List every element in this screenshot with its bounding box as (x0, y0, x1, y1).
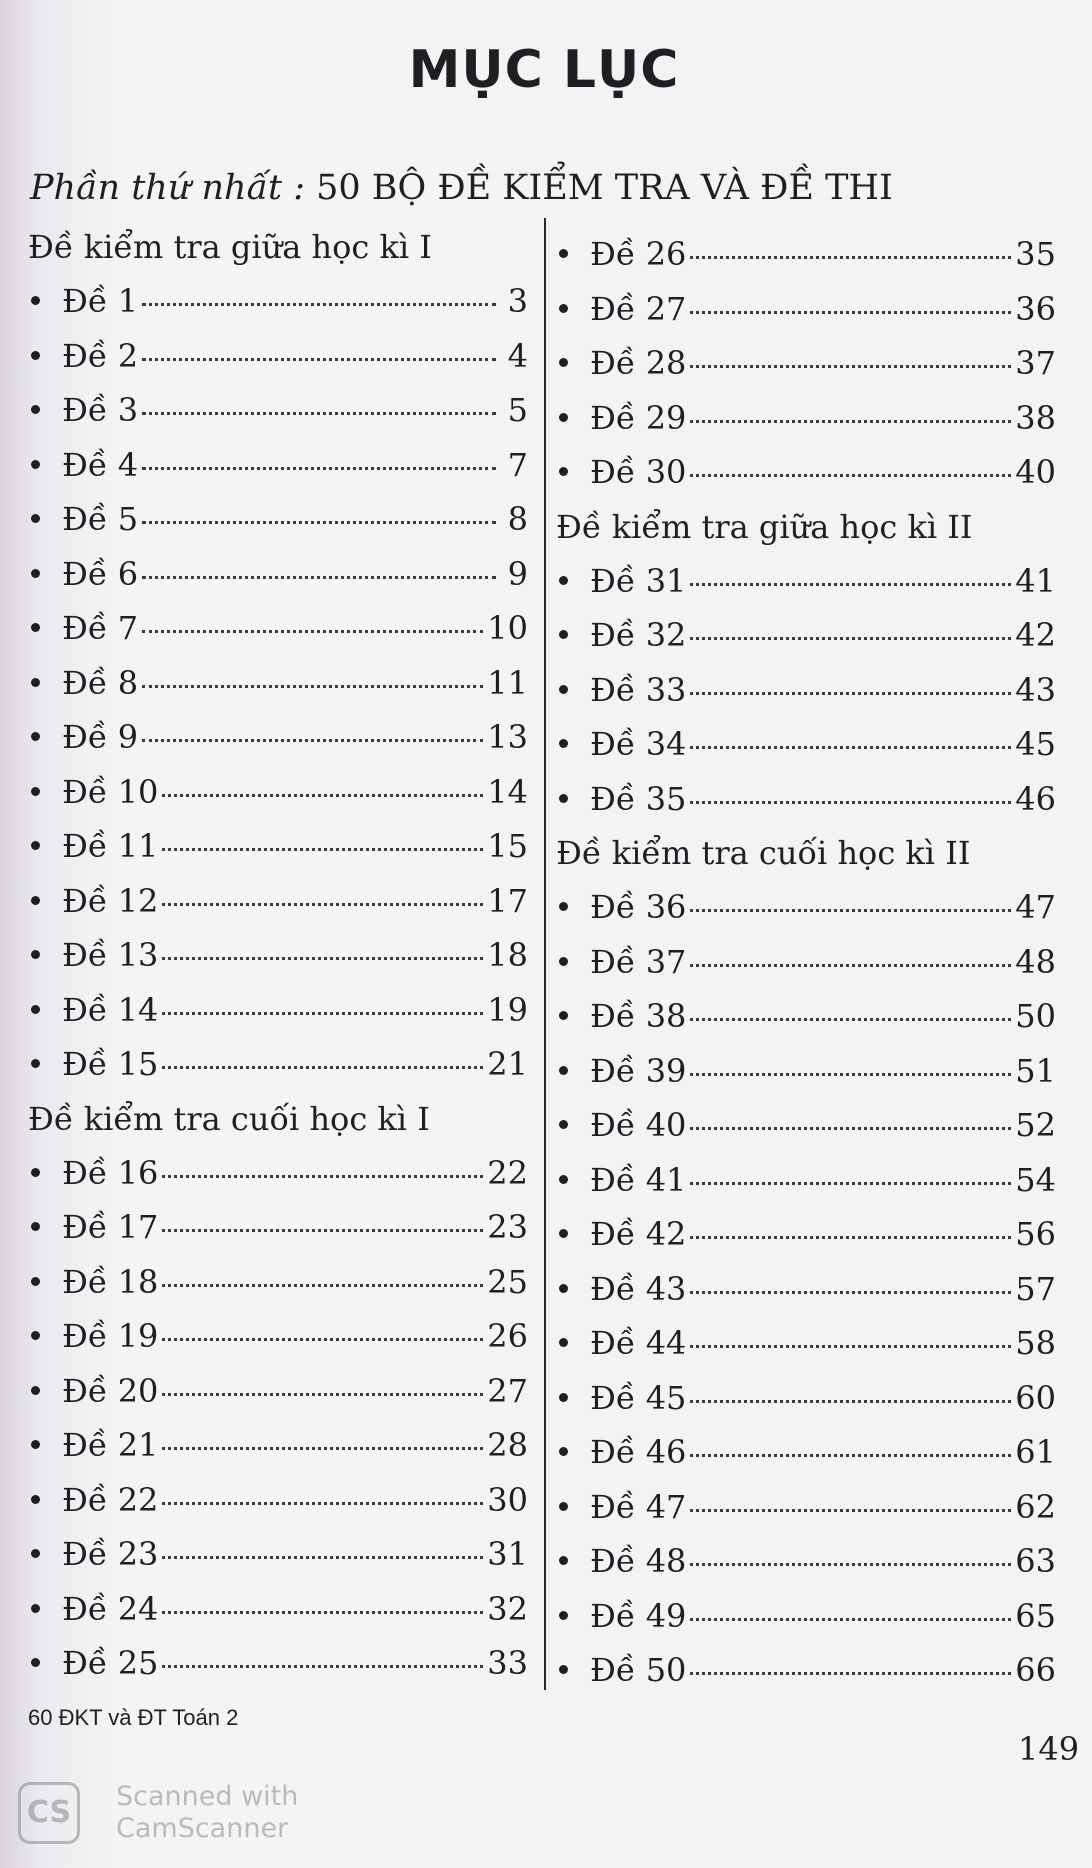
dot-leader (162, 957, 483, 960)
bullet-icon (559, 1229, 568, 1238)
dot-leader (690, 474, 1011, 477)
footer-page-number: 149 (1018, 1730, 1080, 1768)
bullet-icon (31, 1059, 40, 1068)
section-heading: Đề kiểm tra cuối học kì I (28, 1099, 430, 1138)
scanner-watermark (18, 1781, 298, 1845)
bullet-icon (559, 1011, 568, 1020)
dot-leader (690, 1618, 1011, 1621)
dot-leader (690, 365, 1011, 368)
toc-entry (28, 492, 528, 547)
toc-entry-page: 40 (1015, 453, 1056, 491)
toc-entry (28, 1309, 528, 1364)
dot-leader (690, 1291, 1011, 1294)
bullet-icon (31, 1331, 40, 1340)
dot-leader (142, 358, 496, 361)
toc-entry-label: Đề 44 (590, 1324, 687, 1362)
toc-entry-page: 31 (487, 1535, 528, 1573)
toc-entry-label: Đề 12 (62, 881, 159, 920)
bullet-icon (31, 1168, 40, 1177)
toc-entry-label: Đề 15 (62, 1045, 159, 1083)
toc-entry (556, 989, 1056, 1044)
bullet-icon (31, 460, 40, 469)
toc-entry (556, 663, 1056, 718)
toc-entry (556, 1643, 1056, 1698)
toc-entry (28, 383, 528, 438)
toc-entry-label: Đề 22 (62, 1480, 159, 1519)
bullet-icon (31, 732, 40, 741)
dot-leader (162, 794, 483, 797)
toc-entry-page: 15 (487, 827, 528, 865)
toc-entry (556, 391, 1056, 446)
toc-entry-page: 66 (1015, 1651, 1056, 1689)
bullet-icon (31, 405, 40, 414)
bullet-icon (559, 685, 568, 694)
toc-entry (556, 1262, 1056, 1317)
bullet-icon (559, 358, 568, 367)
section-heading: Đề kiểm tra giữa học kì I (28, 228, 432, 266)
toc-entry-page: 22 (487, 1153, 528, 1192)
bullet-icon (31, 514, 40, 523)
dot-leader (162, 1393, 483, 1396)
bullet-icon (559, 1066, 568, 1075)
bullet-icon (559, 1502, 568, 1511)
toc-entry-page: 10 (487, 609, 528, 647)
bullet-icon (559, 1393, 568, 1402)
dot-leader (690, 964, 1011, 967)
bullet-icon (31, 1658, 40, 1667)
dot-leader (162, 1611, 483, 1614)
bullet-icon (31, 950, 40, 959)
toc-entry-label: Đề 29 (590, 398, 687, 437)
toc-entry-label: Đề 18 (62, 1262, 159, 1301)
toc-entry-page: 56 (1015, 1215, 1056, 1253)
toc-entry (556, 935, 1056, 990)
dot-leader (162, 1175, 483, 1178)
bullet-icon (31, 841, 40, 850)
toc-entry-label: Đề 20 (62, 1371, 159, 1410)
toc-entry (28, 874, 528, 929)
toc-entry-label: Đề 16 (62, 1153, 159, 1192)
toc-entry-page: 26 (487, 1317, 528, 1355)
toc-entry-label: Đề 21 (62, 1426, 159, 1464)
dot-leader (690, 1073, 1011, 1076)
toc-entry-label: Đề 11 (62, 827, 159, 865)
bullet-icon (559, 1556, 568, 1565)
toc-entry-label: Đề 34 (590, 725, 687, 763)
dot-leader (690, 1236, 1011, 1239)
toc-entry-label: Đề 32 (590, 616, 687, 654)
toc-entry-label: Đề 36 (590, 888, 687, 926)
toc-entry (556, 1044, 1056, 1099)
toc-entry-label: Đề 33 (590, 670, 687, 709)
toc-entry-label: Đề 10 (62, 772, 159, 811)
bullet-icon (559, 413, 568, 422)
bullet-icon (31, 1005, 40, 1014)
toc-entry-page: 5 (507, 391, 528, 429)
dot-leader (162, 1012, 483, 1015)
toc-entry-page: 38 (1015, 398, 1056, 437)
dot-leader (142, 576, 496, 579)
toc-left-column (28, 220, 528, 1691)
toc-entry (28, 601, 528, 656)
toc-entry (28, 928, 528, 983)
toc-entry-label: Đề 35 (590, 779, 687, 818)
dot-leader (162, 1502, 483, 1505)
toc-entry (556, 1371, 1056, 1426)
bullet-icon (31, 1549, 40, 1558)
dot-leader (690, 1182, 1011, 1185)
toc-entry-label: Đề 37 (590, 942, 687, 981)
toc-entry-label: Đề 27 (590, 289, 687, 328)
dot-leader (690, 1018, 1011, 1021)
dot-leader (162, 1556, 483, 1559)
bullet-icon (559, 1175, 568, 1184)
toc-entry-page: 37 (1015, 344, 1056, 382)
toc-entry-page: 50 (1015, 997, 1056, 1035)
dot-leader (690, 583, 1011, 586)
dot-leader (690, 1127, 1011, 1130)
toc-entry (28, 1146, 528, 1201)
toc-entry (28, 819, 528, 874)
toc-entry-page: 28 (487, 1426, 528, 1464)
toc-entry-page: 47 (1015, 888, 1056, 926)
toc-entry-label: Đề 24 (62, 1589, 159, 1628)
toc-entry-page: 62 (1015, 1487, 1056, 1526)
toc-entry (28, 765, 528, 820)
toc-entry (28, 1255, 528, 1310)
toc-entry (556, 554, 1056, 609)
dot-leader (690, 256, 1011, 259)
toc-entry (28, 1200, 528, 1255)
toc-entry-page: 41 (1015, 561, 1056, 600)
dot-leader (690, 801, 1011, 804)
toc-entry-page: 60 (1015, 1378, 1056, 1417)
toc-entry-page: 65 (1015, 1596, 1056, 1635)
bullet-icon (31, 787, 40, 796)
toc-entry-label: Đề 2 (62, 336, 139, 375)
toc-entry-page: 21 (487, 1045, 528, 1083)
page-title: MỤC LỤC (408, 40, 680, 100)
toc-entry-label: Đề 40 (590, 1106, 687, 1144)
toc-entry-label: Đề 45 (590, 1378, 687, 1417)
toc-entry-page: 36 (1015, 289, 1056, 328)
part-heading (30, 168, 893, 208)
toc-entry (28, 274, 528, 329)
toc-entry-label: Đề 50 (590, 1651, 687, 1689)
toc-entry-label: Đề 30 (590, 453, 687, 491)
toc-entry-label: Đề 26 (590, 235, 687, 273)
toc-entry-label: Đề 14 (62, 990, 159, 1029)
toc-entry (556, 1316, 1056, 1371)
toc-entry-label: Đề 25 (62, 1644, 159, 1682)
bullet-icon (559, 304, 568, 313)
dot-leader (142, 739, 483, 742)
bullet-icon (31, 1222, 40, 1231)
toc-entry-page: 61 (1015, 1433, 1056, 1471)
toc-entry-label: Đề 47 (590, 1487, 687, 1526)
toc-entry (556, 1534, 1056, 1589)
toc-entry-label: Đề 42 (590, 1215, 687, 1253)
part-title: 50 BỘ ĐỀ KIỂM TRA VÀ ĐỀ THI (316, 168, 893, 208)
toc-entry-label: Đề 46 (590, 1433, 687, 1471)
toc-entry-page: 17 (487, 881, 528, 920)
toc-entry-page: 27 (487, 1371, 528, 1410)
watermark-text (116, 1781, 298, 1845)
bullet-icon (559, 1611, 568, 1620)
toc-entry-label: Đề 1 (62, 282, 139, 320)
dot-leader (162, 1447, 483, 1450)
dot-leader (690, 311, 1011, 314)
toc-entry-page: 58 (1015, 1324, 1056, 1362)
toc-entry (556, 1480, 1056, 1535)
bullet-icon (31, 1277, 40, 1286)
dot-leader (690, 420, 1011, 423)
bullet-icon (559, 902, 568, 911)
toc-entry-page: 4 (507, 336, 528, 375)
bullet-icon (31, 896, 40, 905)
dot-leader (162, 1066, 483, 1069)
dot-leader (690, 746, 1011, 749)
toc-entry (556, 336, 1056, 391)
toc-entry (556, 227, 1056, 282)
dot-leader (162, 1229, 483, 1232)
bullet-icon (559, 467, 568, 476)
bullet-icon (31, 1440, 40, 1449)
toc-entry (28, 1527, 528, 1582)
bullet-icon (559, 1284, 568, 1293)
camscanner-logo-icon: CS (18, 1782, 80, 1844)
dot-leader (142, 685, 483, 688)
toc-entry-label: Đề 28 (590, 344, 687, 382)
toc-entry-label: Đề 23 (62, 1535, 159, 1573)
dot-leader (142, 467, 496, 470)
toc-entry (556, 282, 1056, 337)
bullet-icon (559, 249, 568, 258)
toc-right-column (556, 227, 1056, 1698)
bullet-icon (559, 1338, 568, 1347)
toc-entry-page: 14 (487, 772, 528, 811)
dot-leader (690, 1400, 1011, 1403)
toc-entry-page: 7 (507, 445, 528, 484)
toc-entry-label: Đề 39 (590, 1051, 687, 1090)
bullet-icon (31, 1386, 40, 1395)
dot-leader (690, 909, 1011, 912)
toc-entry-page: 57 (1015, 1269, 1056, 1308)
bullet-icon (31, 296, 40, 305)
toc-entry-page: 32 (487, 1589, 528, 1628)
toc-entry-page: 63 (1015, 1542, 1056, 1580)
toc-entry-page: 25 (487, 1262, 528, 1301)
toc-entry (556, 1153, 1056, 1208)
toc-entry-page: 54 (1015, 1160, 1056, 1199)
watermark-line-1: Scanned with (116, 1781, 299, 1812)
toc-entry (28, 438, 528, 493)
dot-leader (690, 1454, 1011, 1457)
toc-entry-label: Đề 43 (590, 1269, 687, 1308)
section-heading: Đề kiểm tra giữa học kì II (556, 507, 973, 546)
toc-entry-page: 45 (1015, 725, 1056, 763)
toc-entry-label: Đề 38 (590, 997, 687, 1035)
dot-leader (142, 412, 496, 415)
toc-entry (556, 880, 1056, 935)
dot-leader (690, 1345, 1011, 1348)
bullet-icon (559, 1447, 568, 1456)
dot-leader (690, 1509, 1011, 1512)
toc-entry (556, 717, 1056, 772)
toc-entry (28, 710, 528, 765)
toc-entry-label: Đề 13 (62, 936, 159, 974)
column-divider (544, 218, 546, 1690)
toc-entry (28, 329, 528, 384)
toc-entry (28, 547, 528, 602)
dot-leader (690, 1672, 1011, 1675)
dot-leader (690, 1563, 1011, 1566)
toc-entry-page: 51 (1015, 1051, 1056, 1090)
bullet-icon (31, 1604, 40, 1613)
toc-entry (556, 1425, 1056, 1480)
toc-entry-page: 35 (1015, 235, 1056, 273)
bullet-icon (559, 576, 568, 585)
toc-entry (28, 656, 528, 711)
toc-entry-label: Đề 3 (62, 391, 139, 429)
toc-entry-label: Đề 31 (590, 561, 687, 600)
toc-entry-page: 43 (1015, 670, 1056, 709)
toc-entry-page: 30 (487, 1480, 528, 1519)
toc-entry-label: Đề 7 (62, 609, 139, 647)
bullet-icon (559, 794, 568, 803)
toc-entry-page: 19 (487, 990, 528, 1029)
toc-entry (556, 1207, 1056, 1262)
bullet-icon (31, 623, 40, 632)
bullet-icon (31, 351, 40, 360)
toc-entry (556, 445, 1056, 500)
toc-entry (28, 1364, 528, 1419)
toc-entry-label: Đề 41 (590, 1160, 687, 1199)
toc-entry-label: Đề 9 (62, 718, 139, 756)
toc-entry-page: 46 (1015, 779, 1056, 818)
dot-leader (142, 303, 496, 306)
bullet-icon (559, 630, 568, 639)
bullet-icon (559, 957, 568, 966)
toc-entry (28, 983, 528, 1038)
toc-entry-page: 18 (487, 936, 528, 974)
footer-book-title: 60 ĐKT và ĐT Toán 2 (28, 1705, 239, 1730)
toc-entry-page: 9 (507, 554, 528, 593)
toc-entry-page: 23 (487, 1208, 528, 1246)
watermark-line-2: CamScanner (116, 1813, 289, 1844)
toc-entry (556, 1589, 1056, 1644)
toc-entry-label: Đề 4 (62, 445, 139, 484)
toc-entry-label: Đề 17 (62, 1208, 159, 1246)
bullet-icon (31, 678, 40, 687)
dot-leader (162, 1665, 483, 1668)
toc-entry (28, 1473, 528, 1528)
toc-entry-label: Đề 6 (62, 554, 139, 593)
toc-entry (28, 1418, 528, 1473)
bullet-icon (559, 1665, 568, 1674)
toc-entry-page: 3 (507, 282, 528, 320)
bullet-icon (559, 739, 568, 748)
toc-entry (556, 772, 1056, 827)
toc-entry-label: Đề 5 (62, 500, 139, 538)
dot-leader (142, 521, 496, 524)
toc-entry-label: Đề 8 (62, 663, 139, 702)
toc-entry-page: 48 (1015, 942, 1056, 981)
toc-entry-label: Đề 19 (62, 1317, 159, 1355)
toc-entry-page: 33 (487, 1644, 528, 1682)
bullet-icon (31, 1495, 40, 1504)
dot-leader (162, 848, 483, 851)
dot-leader (690, 692, 1011, 695)
toc-entry-label: Đề 48 (590, 1542, 687, 1580)
bullet-icon (559, 1120, 568, 1129)
part-prefix: Phần thứ nhất : (30, 168, 305, 208)
toc-entry-page: 13 (487, 718, 528, 756)
toc-entry (556, 1098, 1056, 1153)
toc-entry-label: Đề 49 (590, 1596, 687, 1635)
section-heading: Đề kiểm tra cuối học kì II (556, 834, 971, 872)
toc-entry-page: 11 (487, 663, 528, 702)
toc-entry-page: 42 (1015, 616, 1056, 654)
toc-entry-page: 52 (1015, 1106, 1056, 1144)
dot-leader (162, 903, 483, 906)
toc-entry-page: 8 (507, 500, 528, 538)
toc-entry (28, 1636, 528, 1691)
dot-leader (162, 1284, 483, 1287)
toc-entry (28, 1037, 528, 1092)
toc-entry (556, 608, 1056, 663)
dot-leader (690, 637, 1011, 640)
dot-leader (142, 630, 483, 633)
bullet-icon (31, 569, 40, 578)
dot-leader (162, 1338, 483, 1341)
toc-entry (28, 1582, 528, 1637)
